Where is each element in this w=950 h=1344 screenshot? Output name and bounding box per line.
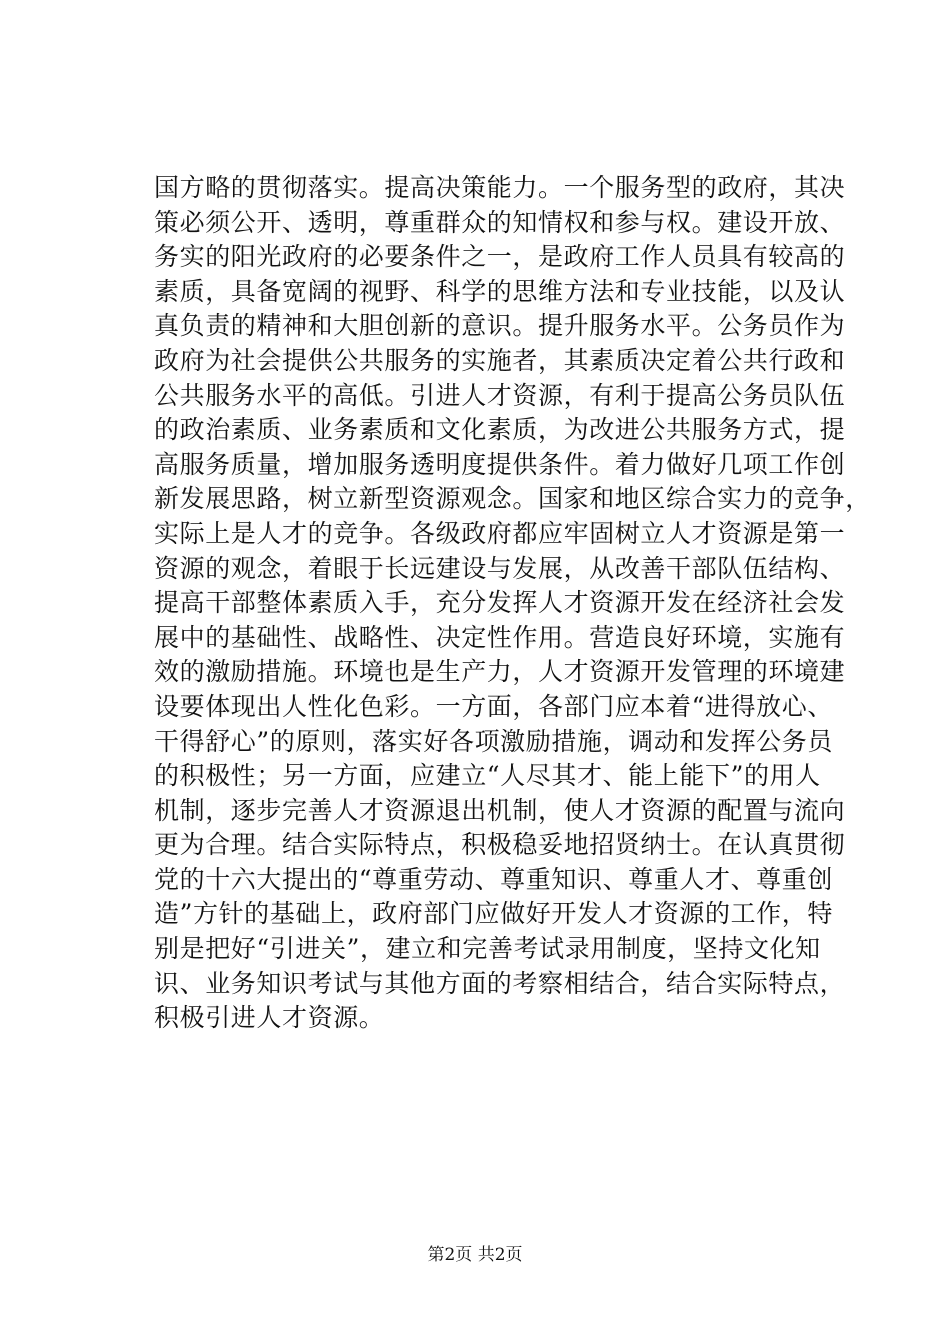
- text-line: 识、业务知识考试与其他方面的考察相结合，结合实际特点，: [154, 968, 846, 998]
- text-line: 更为合理。结合实际特点，积极稳妥地招贤纳士。在认真贯彻: [154, 830, 846, 860]
- body-text: [154, 171, 871, 1036]
- text-line: 党的十六大提出的“尊重劳动、尊重知识、尊重人才、尊重创: [154, 864, 833, 894]
- text-line: 别是把好“引进关”，建立和完善考试录用制度，坚持文化知: [154, 934, 821, 964]
- text-line: 新发展思路，树立新型资源观念。国家和地区综合实力的竞争，: [154, 484, 871, 514]
- text-line: 积极引进人才资源。: [154, 1003, 385, 1033]
- text-line: 设要体现出人性化色彩。一方面，各部门应本着“进得放心、: [154, 691, 833, 721]
- text-line: 效的激励措施。环境也是生产力，人才资源开发管理的环境建: [154, 657, 846, 687]
- text-line: 展中的基础性、战略性、决定性作用。营造良好环境，实施有: [154, 622, 846, 652]
- text-line: 提高干部整体素质入手，充分发挥人才资源开发在经济社会发: [154, 588, 846, 618]
- text-line: 国方略的贯彻落实。提高决策能力。一个服务型的政府，其决: [154, 173, 846, 202]
- text-line: 资源的观念，着眼于长远建设与发展，从改善干部队伍结构、: [154, 553, 846, 583]
- text-line: 的政治素质、业务素质和文化素质，为改进公共服务方式，提: [154, 415, 846, 445]
- text-line: 政府为社会提供公共服务的实施者，其素质决定着公共行政和: [154, 345, 846, 375]
- text-line: 干得舒心”的原则，落实好各项激励措施，调动和发挥公务员: [154, 726, 833, 756]
- text-line: 真负责的精神和大胆创新的意识。提升服务水平。公务员作为: [154, 311, 846, 341]
- text-line: 高服务质量，增加服务透明度提供条件。着力做好几项工作创: [154, 449, 846, 479]
- text-line: 机制，逐步完善人才资源退出机制，使人才资源的配置与流向: [154, 795, 846, 825]
- text-line: 公共服务水平的高低。引进人才资源，有利于提高公务员队伍: [154, 380, 846, 410]
- text-line: 务实的阳光政府的必要条件之一，是政府工作人员具有较高的: [154, 242, 846, 272]
- text-line: 策必须公开、透明，尊重群众的知情权和参与权。建设开放、: [154, 207, 846, 237]
- text-line: 的积极性；另一方面，应建立“人尽其才、能上能下”的用人: [154, 761, 821, 791]
- text-line: 实际上是人才的竞争。各级政府都应牢固树立人才资源是第一: [154, 518, 846, 548]
- page-number-footer: 第2页 共2页: [427, 1245, 523, 1265]
- text-line: 素质，具备宽阔的视野、科学的思维方法和专业技能，以及认: [154, 276, 846, 306]
- text-line: 造”方针的基础上，政府部门应做好开发人才资源的工作，特: [154, 899, 833, 929]
